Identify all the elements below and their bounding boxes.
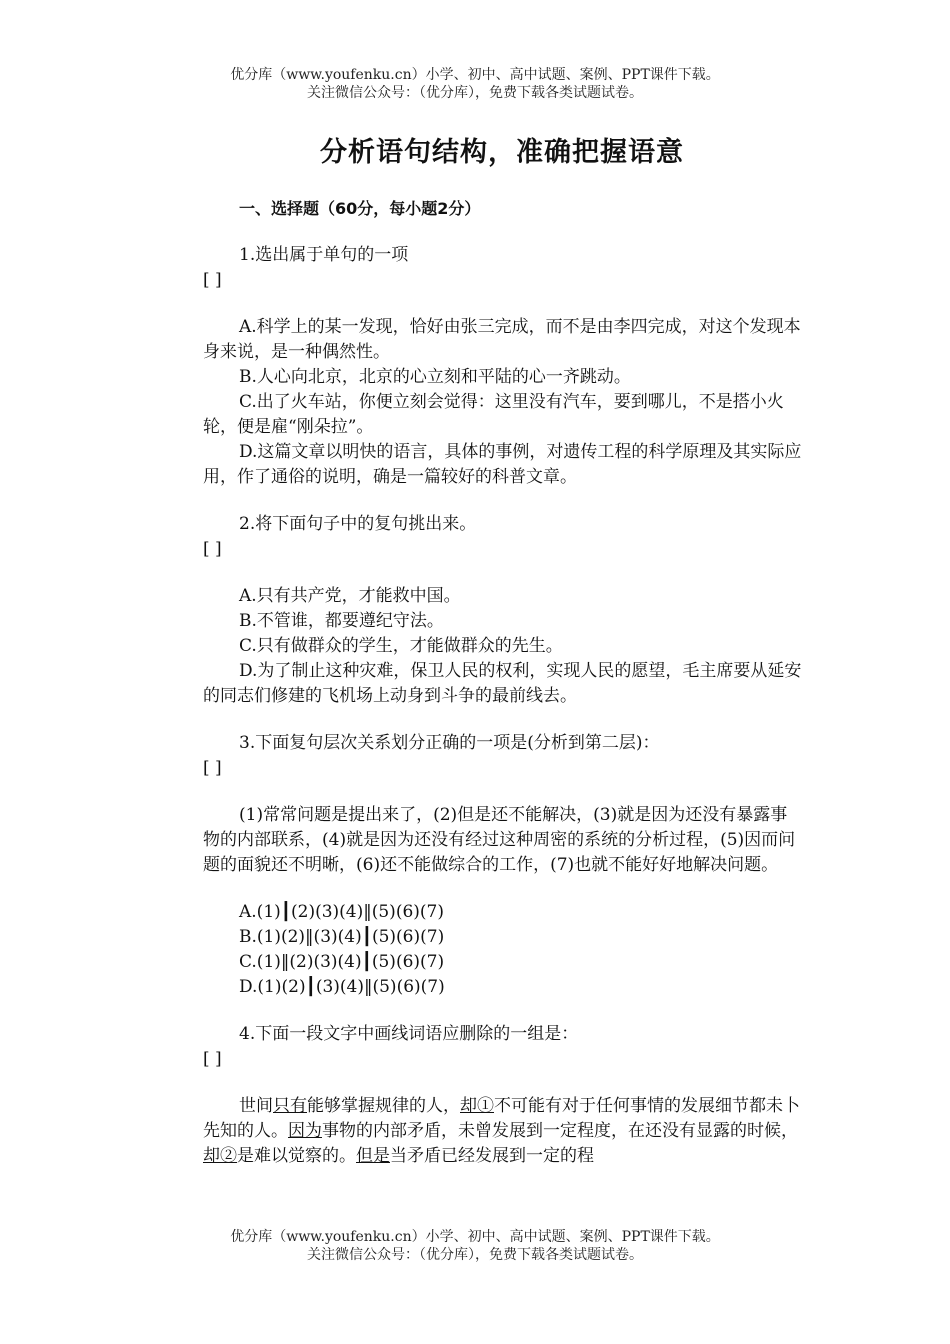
q3-option-d: D.(1)(2)┃(3)(4)‖(5)(6)(7) <box>239 977 445 997</box>
q4-text-4: 事物的内部矛盾，未曾发展到一定程度，在还没有显露的时候， <box>322 1121 798 1141</box>
q4-text-5: 是难以觉察的。 <box>237 1146 356 1166</box>
q3-option-a: A.(1)┃(2)(3)(4)‖(5)(6)(7) <box>239 902 444 922</box>
q4-stem: 4.下面一段文字中画线词语应删除的一组是： <box>239 1024 579 1044</box>
document-title: 分析语句结构，准确把握语意 <box>320 137 684 168</box>
q3-stem: 3.下面复句层次关系划分正确的一项是(分析到第二层)： <box>239 733 660 753</box>
q4-underlined-3: 因为 <box>288 1121 322 1141</box>
q4-underlined-5: 但是 <box>356 1146 390 1166</box>
section-heading: 一、选择题（60分，每小题2分） <box>239 199 481 218</box>
q1-option-d: D.这篇文章以明快的语言，具体的事例，对遗传工程的科学原理及其实际应用，作了通俗的说明，确是一篇较好的科普文章。 <box>203 442 802 487</box>
footer-line-2: 关注微信公众号：（优分库），免费下载各类试题试卷。 <box>307 1247 643 1263</box>
q3-answer-bracket: [ ] <box>203 758 222 778</box>
q4-text-6: 当矛盾已经发展到一定的程 <box>390 1146 594 1166</box>
q2-option-c: C.只有做群众的学生，才能做群众的先生。 <box>239 636 563 656</box>
q1-option-a: A.科学上的某一发现，恰好由张三完成，而不是由李四完成，对这个发现本身来说，是一种偶然性。 <box>203 317 801 362</box>
q4-underlined-1: 只有 <box>273 1096 307 1116</box>
header-line-1: 优分库（www.youfenku.cn）小学、初中、高中试题、案例、PPT课件下载。 <box>230 67 720 83</box>
footer-line-1: 优分库（www.youfenku.cn）小学、初中、高中试题、案例、PPT课件下载。 <box>230 1229 720 1245</box>
q1-answer-bracket: [ ] <box>203 270 222 290</box>
page-footer <box>0 1228 950 1264</box>
q1-option-b: B.人心向北京，北京的心立刻和平陆的心一齐跳动。 <box>239 367 631 387</box>
q4-passage <box>203 1094 803 1169</box>
q4-text-3: 不可能有对于任何事情的发展细节都未卜先知的人。 <box>203 1096 800 1141</box>
q2-option-b: B.不管谁，都要遵纪守法。 <box>239 611 444 631</box>
q2-answer-bracket: [ ] <box>203 539 222 559</box>
header-line-2: 关注微信公众号：（优分库），免费下载各类试题试卷。 <box>307 85 643 101</box>
q1-stem: 1.选出属于单句的一项 <box>239 245 409 265</box>
q1-option-c: C.出了火车站，你便立刻会觉得：这里没有汽车，要到哪儿，不是搭小火轮，便是雇“刚朵拉”。 <box>203 392 784 437</box>
document-body <box>203 196 803 1169</box>
page-header <box>0 66 950 102</box>
q2-option-a: A.只有共产党，才能救中国。 <box>239 586 461 606</box>
q2-option-d: D.为了制止这种灾难，保卫人民的权利，实现人民的愿望，毛主席要从延安的同志们修建的飞机场上动身到斗争的最前线去。 <box>203 661 802 706</box>
q4-underlined-4: 却② <box>203 1146 237 1166</box>
q3-passage: (1)常常问题是提出来了，(2)但是还不能解决，(3)就是因为还没有暴露事物的内部联系，(4)就是因为还没有经过这种周密的系统的分析过程，(5)因而问题的面貌还不明晰，(6)还不能做综合的工作，(7)也就不能好好地解决问题。 <box>203 805 796 875</box>
q4-text-1: 世间 <box>239 1096 273 1116</box>
q3-option-b: B.(1)(2)‖(3)(4)┃(5)(6)(7) <box>239 927 445 947</box>
q2-stem: 2.将下面句子中的复句挑出来。 <box>239 514 477 534</box>
q4-answer-bracket: [ ] <box>203 1049 222 1069</box>
q4-underlined-2: 却① <box>460 1096 494 1116</box>
q4-text-2: 能够掌握规律的人， <box>307 1096 460 1116</box>
q3-option-c: C.(1)‖(2)(3)(4)┃(5)(6)(7) <box>239 952 445 972</box>
